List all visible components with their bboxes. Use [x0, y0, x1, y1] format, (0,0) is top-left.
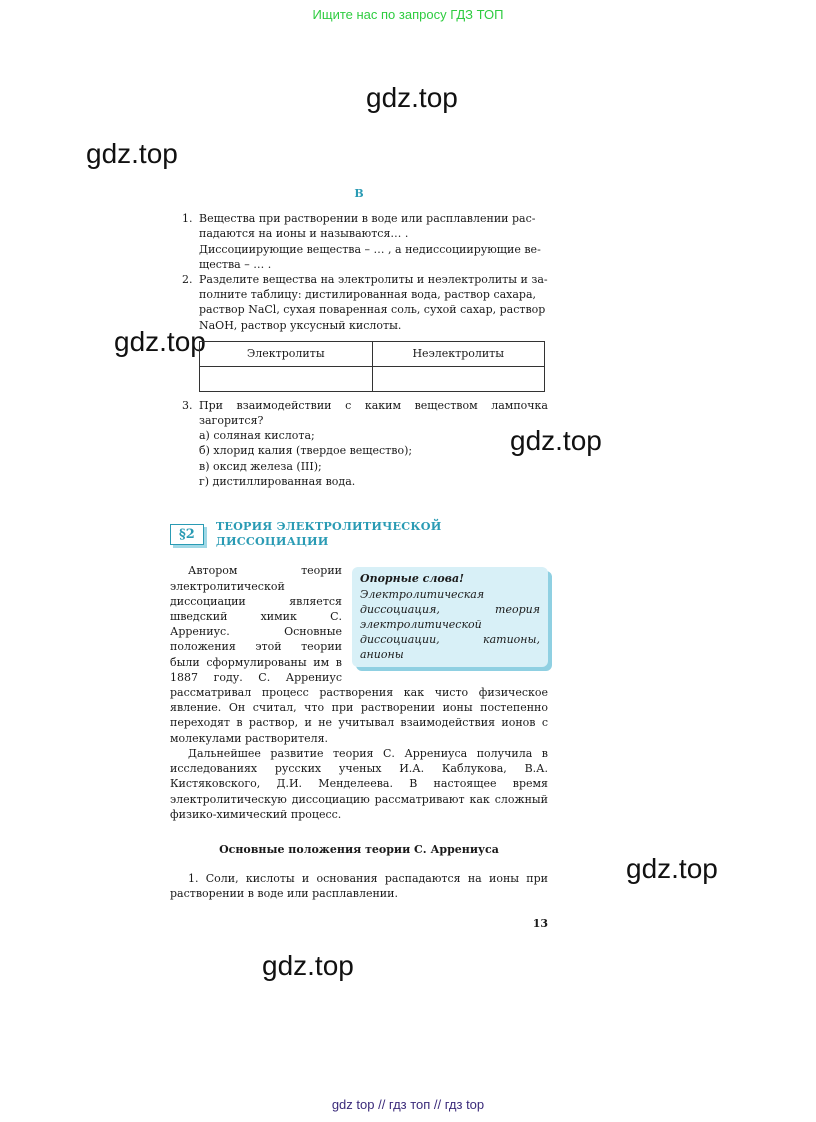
- table-cell-empty: [200, 366, 373, 391]
- task-line: щества – … .: [199, 257, 272, 271]
- task-option: б) хлорид калия (твердое вещество);: [199, 444, 413, 458]
- paragraph-number: §2: [170, 524, 204, 545]
- task-line: Вещества при растворении в воде или расплавлении рас-: [199, 212, 536, 226]
- task-list: [170, 398, 548, 489]
- body-text: [170, 871, 548, 901]
- watermark: gdz.top: [626, 853, 718, 884]
- task-line: Диссоциирующие вещества – … , а недиссоциирующие ве-: [199, 242, 541, 256]
- task-line: раствор NaCl, сухая поваренная соль, сухой сахар, раствор: [199, 303, 546, 317]
- footer-links[interactable]: gdz top // гдз топ // гдз top: [331, 1097, 485, 1112]
- keywords-box: [352, 567, 548, 666]
- table-header-nonelectrolytes: Неэлектролиты: [372, 341, 545, 366]
- task-option: г) дистиллированная вода.: [199, 474, 356, 488]
- electrolytes-table: [199, 341, 545, 392]
- body-paragraph: Дальнейшее развитие теория С. Аррениуса получила в исследованиях русских ученых И.А. Каблукова, В.А. Кистяковского, Д.И. Менделеева. В настоящее время электролитическую диссоциацию рассматривают как сложный физико-химический процесс.: [170, 746, 548, 821]
- watermark: gdz.top: [510, 425, 602, 456]
- task-item: [170, 398, 548, 489]
- task-option: в) оксид железа (III);: [199, 459, 322, 473]
- task-list: [170, 211, 548, 333]
- paragraph-header: [170, 519, 548, 549]
- watermark: gdz.top: [262, 950, 354, 981]
- task-number: 2.: [182, 273, 193, 287]
- task-item: [170, 272, 548, 333]
- keywords-title: Опорные слова!: [360, 572, 464, 586]
- keywords-text: Электролитическая диссоциация, теория электролитической диссоциации, катионы, анионы: [360, 587, 540, 662]
- page-number: 13: [532, 916, 548, 930]
- top-banner[interactable]: Ищите нас по запросу ГДЗ ТОП: [312, 7, 504, 22]
- section-letter: В: [354, 187, 364, 200]
- task-line: падаются на ионы и называются… .: [199, 227, 409, 241]
- task-item: [170, 211, 548, 272]
- table-header-electrolytes: Электролиты: [200, 341, 373, 366]
- textbook-page: [170, 180, 548, 931]
- watermark: gdz.top: [86, 138, 178, 169]
- table-cell-empty: [372, 366, 545, 391]
- watermark: gdz.top: [114, 326, 206, 357]
- task-line: полните таблицу: дистилированная вода, раствор сахара,: [199, 288, 537, 302]
- body-paragraph: 1. Соли, кислоты и основания распадаются на ионы при растворении в воде или расплавлении.: [170, 872, 548, 901]
- task-line: Разделите вещества на электролиты и неэлектролиты и за-: [199, 273, 548, 287]
- paragraph-title: ТЕОРИЯ ЭЛЕКТРОЛИТИЧЕСКОЙ ДИССОЦИАЦИИ: [215, 519, 442, 549]
- task-line: При взаимодействии с каким веществом лампочка загорится?: [199, 398, 548, 428]
- task-number: 1.: [182, 212, 193, 226]
- task-option: а) соляная кислота;: [199, 429, 315, 443]
- body-text: [170, 563, 548, 821]
- task-line: NaOH, раствор уксусный кислоты.: [199, 318, 402, 332]
- body-paragraph: Автором теории электролитической диссоциации является шведский химик С. Аррениус. Основные положения этой теории были сформулированы им в 1887 году. С. Аррениус рассматривал процесс растворения как чисто физическое явление. Он считал, что при растворении ионы постепенно переходят в раствор, и не учитывал взаимодействия ионов с молекулами растворителя.: [170, 564, 548, 745]
- subheading: Основные положения теории С. Аррениуса: [219, 842, 499, 856]
- watermark: gdz.top: [366, 82, 458, 113]
- task-number: 3.: [182, 398, 193, 412]
